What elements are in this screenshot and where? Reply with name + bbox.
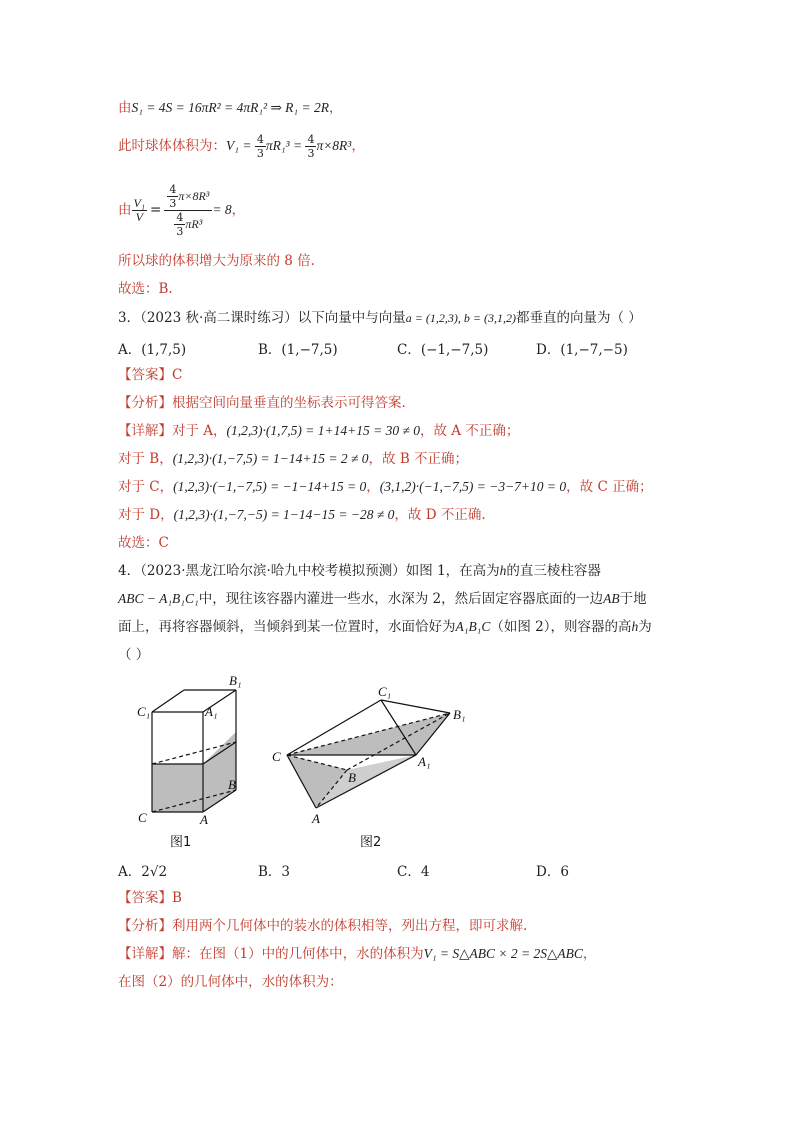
- text: 对于 C，: [118, 479, 174, 495]
- label-a1: A₁: [418, 754, 431, 769]
- big-denominator: [164, 211, 212, 238]
- text: 中，现往该容器内灌进一些水，水深为 2，然后固定容器底面的一边: [198, 591, 604, 607]
- fraction: [167, 183, 178, 210]
- text: 对于 A，: [172, 423, 227, 439]
- text: 由: [118, 100, 132, 116]
- denominator: V: [135, 209, 143, 224]
- tag: 【详解】: [118, 946, 172, 962]
- figure-2-prism: [272, 684, 465, 850]
- text: 于地: [619, 591, 647, 607]
- numerator: 4: [256, 133, 264, 146]
- q4-stem-3: [118, 618, 652, 636]
- text: ，: [366, 479, 380, 495]
- label-b: B: [348, 770, 356, 785]
- label-c1: C₁: [378, 684, 392, 699]
- solution-line-4: 所以球的体积增大为原来的 8 倍.: [118, 253, 315, 269]
- q4-analysis: [118, 917, 527, 935]
- formula: = 8: [212, 202, 232, 217]
- label-b: B: [228, 777, 236, 792]
- formula: a = (1,2,3), b = (3,1,2): [405, 311, 516, 325]
- text: ，: [231, 202, 246, 218]
- formula: πR₁³ =: [265, 138, 306, 153]
- fraction: [174, 211, 185, 238]
- q4-stem-4: （ ）: [118, 647, 150, 663]
- numerator: 4: [307, 133, 315, 146]
- solution-line-2: [118, 133, 365, 160]
- denominator: 3: [307, 147, 315, 160]
- q3-option-a[interactable]: A．(1,7,5): [118, 342, 187, 358]
- q3-analysis: [118, 394, 406, 412]
- q3-option-d[interactable]: D．(1,−7,−5): [536, 342, 628, 358]
- label-a1: A₁: [205, 704, 218, 719]
- solution-line-3: 由 $\frac{\text{V₁}}{V}$ = $\frac{4}{3}$ π×8R³ $\frac{4}{3}$ πR³ = 8 ，: [118, 182, 246, 238]
- label-c: C: [138, 810, 147, 825]
- q4-figures: [0, 668, 794, 868]
- formula: (1,2,3)·(1,−7,−5) = 1−14−15 = −28 ≠ 0: [173, 507, 395, 522]
- q4-option-b[interactable]: B．3: [258, 864, 291, 880]
- text: 此时球体体积为：: [118, 138, 226, 154]
- q3-detail-4: [118, 506, 486, 524]
- tag: 【分析】: [118, 918, 172, 934]
- denominator: 3: [256, 147, 264, 160]
- q4-option-a[interactable]: A．2√2: [118, 864, 168, 880]
- formula: h: [499, 563, 507, 578]
- denominator: 3: [169, 196, 177, 210]
- big-numerator: [164, 183, 212, 211]
- text: 的直三棱柱容器: [506, 563, 601, 579]
- formula: πR³: [185, 216, 203, 231]
- q4-stem-2: [118, 590, 647, 608]
- q3-option-b[interactable]: B．(1,−7,5): [258, 342, 338, 358]
- label-b1: B₁: [229, 673, 242, 688]
- tag: 【答案】: [118, 367, 172, 383]
- text: 都垂直的向量为（ ）: [515, 310, 642, 326]
- fraction: [305, 133, 316, 160]
- text: 对于 D，: [118, 507, 174, 523]
- solution-line-1: [118, 99, 342, 117]
- formula: A₁B₁C: [455, 619, 491, 634]
- figure-2-caption: 图2: [360, 835, 382, 850]
- text: 根据空间向量垂直的坐标表示可得答案.: [172, 395, 406, 411]
- text: ，: [351, 138, 365, 154]
- text: 对于 B，: [118, 451, 173, 467]
- tag: 【详解】: [118, 423, 172, 439]
- figure-1-caption: 图1: [170, 835, 192, 850]
- text: 解：在图（1）中的几何体中，水的体积为: [172, 946, 424, 962]
- text: 为: [638, 619, 652, 635]
- tag: 【分析】: [118, 395, 172, 411]
- text: ，故 B 不正确；: [368, 451, 469, 467]
- tag: 【答案】: [118, 890, 172, 906]
- text: 利用两个几何体中的装水的体积相等，列出方程，即可求解.: [172, 918, 528, 934]
- text: 4．（2023·黑龙江哈尔滨·哈九中校考模拟预测）如图 1，在高为: [118, 563, 500, 579]
- text: 3．（2023 秋·高二课时练习）以下向量中与向量: [118, 310, 406, 326]
- v-ratio: [132, 197, 148, 224]
- formula: AB: [603, 591, 620, 606]
- q3-detail-3: [118, 478, 653, 496]
- q3-detail-1: [118, 422, 519, 440]
- big-fraction: [164, 183, 212, 238]
- solution-line-5: 故选：B.: [118, 281, 173, 297]
- formula: (1,2,3)·(1,−7,5) = 1−14+15 = 2 ≠ 0: [172, 451, 369, 466]
- formula: π×8R³: [178, 188, 210, 203]
- q4-detail-2: 在图（2）的几何体中，水的体积为：: [118, 974, 343, 990]
- label-b1: B₁: [453, 707, 466, 722]
- q4-stem-1: [118, 562, 601, 580]
- formula: h: [631, 619, 639, 634]
- formula: S₁ = 4S = 16πR² = 4πR₁² ⇒ R₁ = 2R: [131, 100, 329, 115]
- formula: (1,2,3)·(−1,−7,5) = −1−14+15 = 0: [173, 479, 367, 494]
- formula: V₁ =: [226, 138, 255, 153]
- q4-option-c[interactable]: C．4: [397, 864, 430, 880]
- numerator: 4: [176, 210, 184, 224]
- text: ，故 A 不正确；: [420, 423, 520, 439]
- formula: (1,2,3)·(1,7,5) = 1+14+15 = 30 ≠ 0: [226, 423, 421, 438]
- text: ，: [582, 946, 597, 962]
- text: 由: [118, 202, 132, 218]
- formula: π×8R³: [316, 138, 352, 153]
- numerator: 4: [169, 182, 177, 196]
- text: （如图 2），则容器的高: [490, 619, 632, 635]
- label-c1: C₁: [137, 704, 151, 719]
- answer: C: [172, 367, 183, 383]
- q4-detail-1: [118, 945, 596, 963]
- answer: B: [172, 890, 182, 906]
- q3-choose: 故选：C: [118, 535, 169, 551]
- q3-answer: [118, 366, 182, 384]
- text: ，故 C 正确；: [566, 479, 653, 495]
- numerator: V₁: [133, 195, 146, 210]
- q4-option-d[interactable]: D．6: [536, 864, 569, 880]
- formula: (3,1,2)·(−1,−7,5) = −3−7+10 = 0: [379, 479, 567, 494]
- q3-stem: [118, 309, 642, 327]
- figure-1-prism: [137, 673, 241, 850]
- water-volume-1: [152, 732, 236, 812]
- text: ，故 D 不正确.: [394, 507, 486, 523]
- fraction: [255, 133, 266, 160]
- label-a: A: [312, 811, 320, 826]
- q3-option-c[interactable]: C．(−1,−7,5): [397, 342, 489, 358]
- formula: V₁ = S△ABC × 2 = 2S△ABC: [423, 946, 583, 961]
- formula: ABC − A₁B₁C₁: [118, 591, 199, 606]
- denominator: 3: [176, 224, 184, 238]
- q4-answer: [118, 889, 182, 907]
- text: ，: [328, 100, 343, 116]
- q3-detail-2: [118, 450, 468, 468]
- text: 面上，再将容器倾斜，当倾斜到某一位置时，水面恰好为: [118, 619, 456, 635]
- label-a: A: [200, 812, 208, 827]
- label-c: C: [272, 749, 281, 764]
